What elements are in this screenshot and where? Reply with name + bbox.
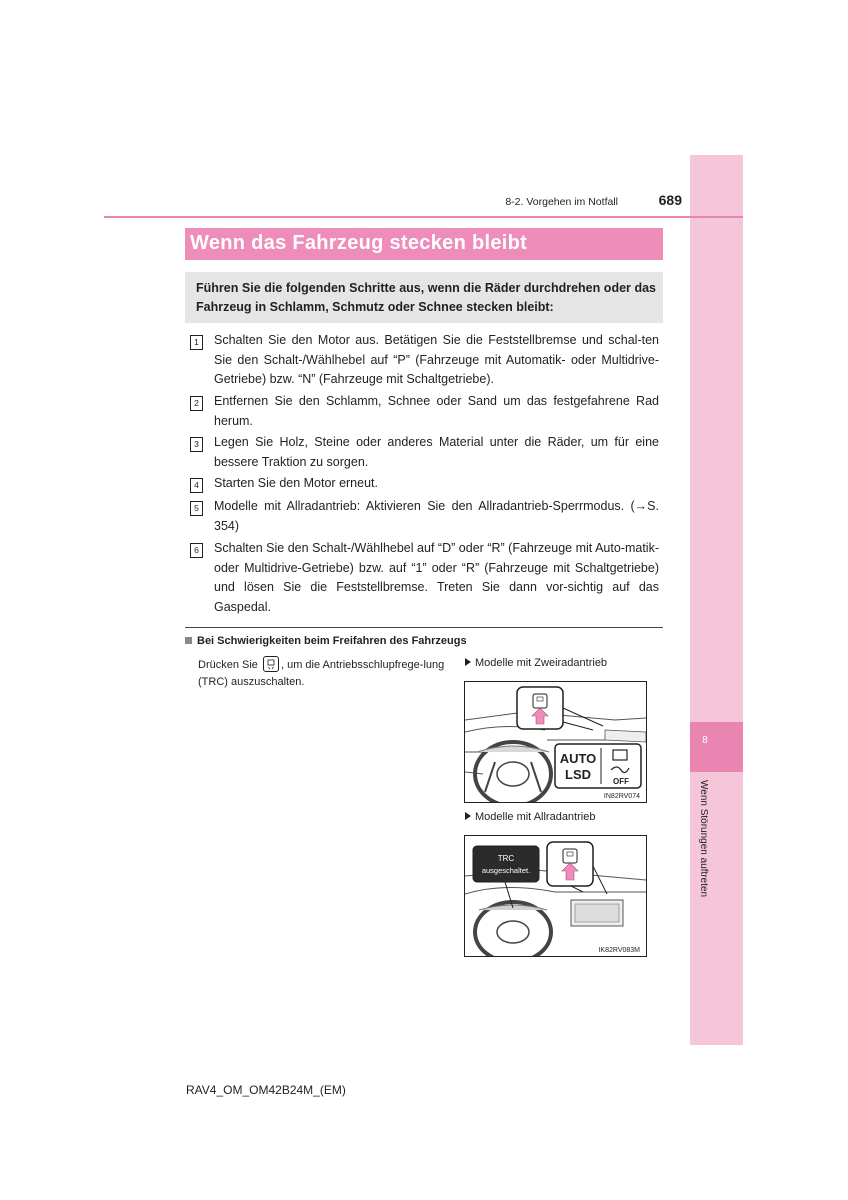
- figure-label-2wd: [465, 657, 607, 669]
- chapter-title: Wenn Störungen auftreten: [698, 780, 709, 898]
- figure-code: IK82RV083M: [598, 947, 640, 954]
- trc-off-button-icon: [263, 656, 279, 672]
- step-text: Starten Sie den Motor erneut.: [214, 476, 378, 490]
- dashboard-illustration-4wd: [465, 836, 646, 956]
- step-text: Schalten Sie den Schalt-/Wählhebel auf “D” oder “R” (Fahrzeuge mit Auto-matik- oder Multidrive-Getriebe) bzw. auf “1” oder “R” (Fahrzeuge mit Schaltgetriebe) und lösen Sie die Feststellbremse. Treten Sie dann vor-sichtig auf das Gaspedal.: [214, 541, 659, 614]
- auto-label: AUTO: [559, 751, 597, 766]
- step-number: 5: [190, 501, 203, 516]
- subsection-heading-text: Bei Schwierigkeiten beim Freifahren des Fahrzeugs: [197, 635, 467, 647]
- subsection-heading: [185, 635, 467, 647]
- step-number: 4: [190, 478, 203, 493]
- subsection-paragraph: [198, 656, 452, 691]
- chapter-side-tab: [690, 155, 743, 1045]
- page-number: 689: [658, 192, 682, 208]
- section-divider: [185, 627, 663, 628]
- running-header-section: 8-2. Vorgehen im Notfall: [505, 196, 618, 208]
- section-title: Wenn das Fahrzeug stecken bleibt: [190, 232, 528, 254]
- paragraph-text-after: , um die Antriebsschlupfrege-lung (TRC) auszuschalten.: [198, 659, 445, 688]
- square-bullet-icon: [185, 637, 192, 644]
- lsd-label: LSD: [565, 767, 591, 782]
- figure-label-text: Modelle mit Allradantrieb: [475, 811, 596, 823]
- intro-text: Führen Sie die folgenden Schritte aus, wenn die Räder durchdrehen oder das Fahrzeug in Schlamm, Schmutz oder Schnee stecken bleibt:: [196, 281, 656, 314]
- chapter-number: 8: [702, 735, 708, 746]
- paragraph-text-before: Drücken Sie: [198, 659, 258, 671]
- off-label: OFF: [613, 777, 629, 786]
- trc-display-line1: TRC: [497, 854, 515, 863]
- step-text: Legen Sie Holz, Steine oder anderes Material unter die Räder, um für eine bessere Traktion zu sorgen.: [214, 435, 659, 469]
- step-text: Schalten Sie den Motor aus. Betätigen Sie die Feststellbremse und schal-ten Sie den Schalt-/Wählhebel auf “P” (Fahrzeuge mit Automatik- oder Multidrive-Getriebe) bzw. “N” (Fahrzeuge mit Schaltgetriebe).: [214, 333, 659, 386]
- step-text: Modelle mit Allradantrieb: Aktivieren Sie den Allradantrieb-Sperrmodus. (→S. 354): [214, 499, 659, 533]
- trc-display-line2: ausgeschaltet.: [481, 866, 531, 875]
- figure-2wd-illustration: [464, 681, 647, 803]
- header-rule: [104, 216, 743, 218]
- step-number: 2: [190, 396, 203, 411]
- step-text: Entfernen Sie den Schlamm, Schnee oder Sand um das festgefahrene Rad herum.: [214, 394, 659, 428]
- chapter-tab-active: [690, 722, 743, 772]
- triangle-bullet-icon: [465, 658, 471, 666]
- footer-document-code: RAV4_OM_OM42B24M_(EM): [186, 1083, 346, 1097]
- intro-box: [185, 272, 663, 323]
- triangle-bullet-icon: [465, 812, 471, 820]
- step-number: 1: [190, 335, 203, 350]
- figure-label-text: Modelle mit Zweiradantrieb: [475, 657, 608, 669]
- figure-code: IN82RV074: [603, 793, 640, 800]
- figure-label-4wd: [465, 811, 595, 823]
- step-number: 3: [190, 437, 203, 452]
- step-number: 6: [190, 543, 203, 558]
- dashboard-illustration-2wd: [465, 682, 646, 802]
- figure-4wd-illustration: [464, 835, 647, 957]
- section-title-bar: [185, 228, 663, 260]
